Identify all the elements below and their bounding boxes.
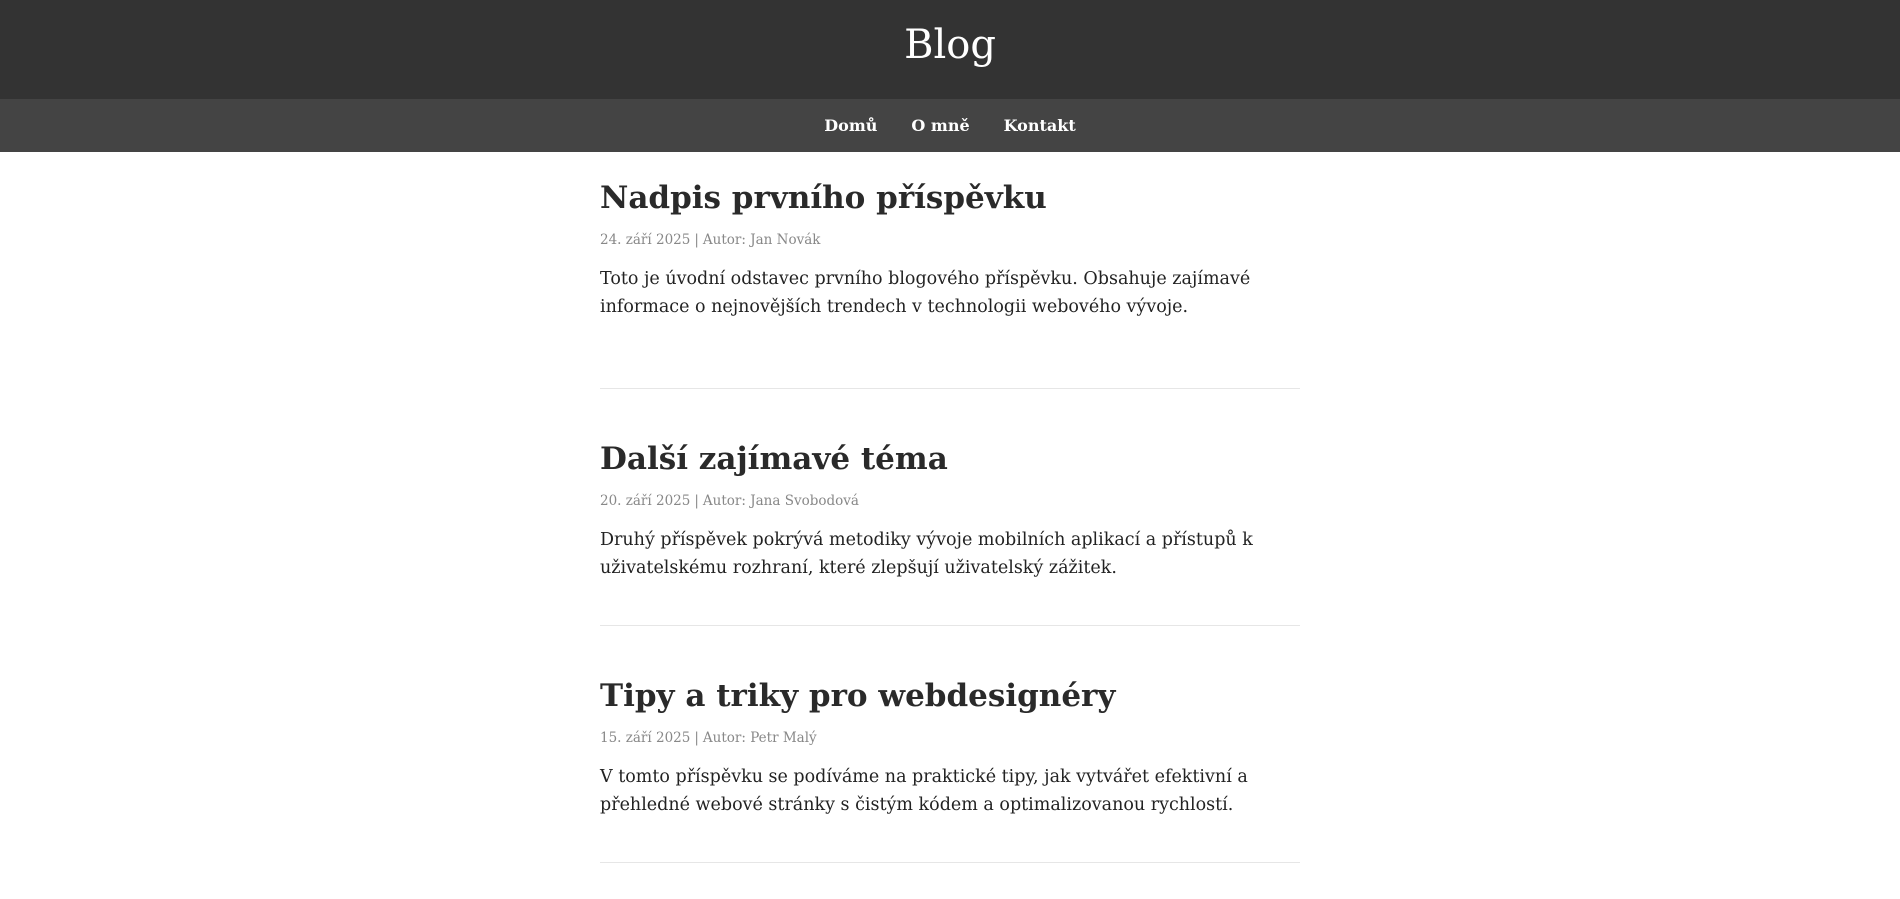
nav-home[interactable]: Domů [824, 116, 878, 135]
post-author: Autor: Jana Svobodová [702, 493, 859, 510]
post-date: 24. září 2025 [600, 232, 691, 249]
post-list [600, 152, 1300, 863]
site-title: Blog [904, 21, 996, 68]
post-date: 15. září 2025 [600, 730, 691, 747]
post-author: Autor: Petr Malý [702, 730, 817, 747]
post-title[interactable]: Tipy a triky pro webdesignéry [600, 678, 1116, 714]
post-meta [600, 730, 1300, 746]
post-meta [600, 232, 1300, 248]
post-title[interactable]: Nadpis prvního příspěvku [600, 180, 1047, 216]
post-excerpt: Toto je úvodní odstavec prvního blogového příspěvku. Obsahuje zajímavé informace o nejnovějších trendech v technologii webového vývoje. [600, 269, 1251, 318]
post-author: Autor: Jan Novák [702, 232, 821, 249]
post-item [600, 389, 1300, 626]
post-excerpt: Druhý příspěvek pokrývá metodiky vývoje mobilních aplikací a přístupů k uživatelskému rozhraní, které zlepšují uživatelský zážitek. [600, 530, 1253, 579]
post-item [600, 626, 1300, 863]
post-date: 20. září 2025 [600, 493, 691, 510]
nav-contact[interactable]: Kontakt [1003, 116, 1076, 135]
post-excerpt: V tomto příspěvku se podíváme na praktické tipy, jak vytvářet efektivní a přehledné webové stránky s čistým kódem a optimalizovanou rychlostí. [600, 767, 1248, 816]
nav-about[interactable]: O mně [911, 116, 970, 135]
post-meta [600, 493, 1300, 509]
post-title[interactable]: Další zajímavé téma [600, 441, 948, 477]
site-header [0, 0, 1900, 99]
meta-separator: | [694, 730, 699, 747]
main-nav [0, 99, 1900, 152]
meta-separator: | [694, 232, 699, 249]
post-item [600, 152, 1300, 389]
meta-separator: | [694, 493, 699, 510]
